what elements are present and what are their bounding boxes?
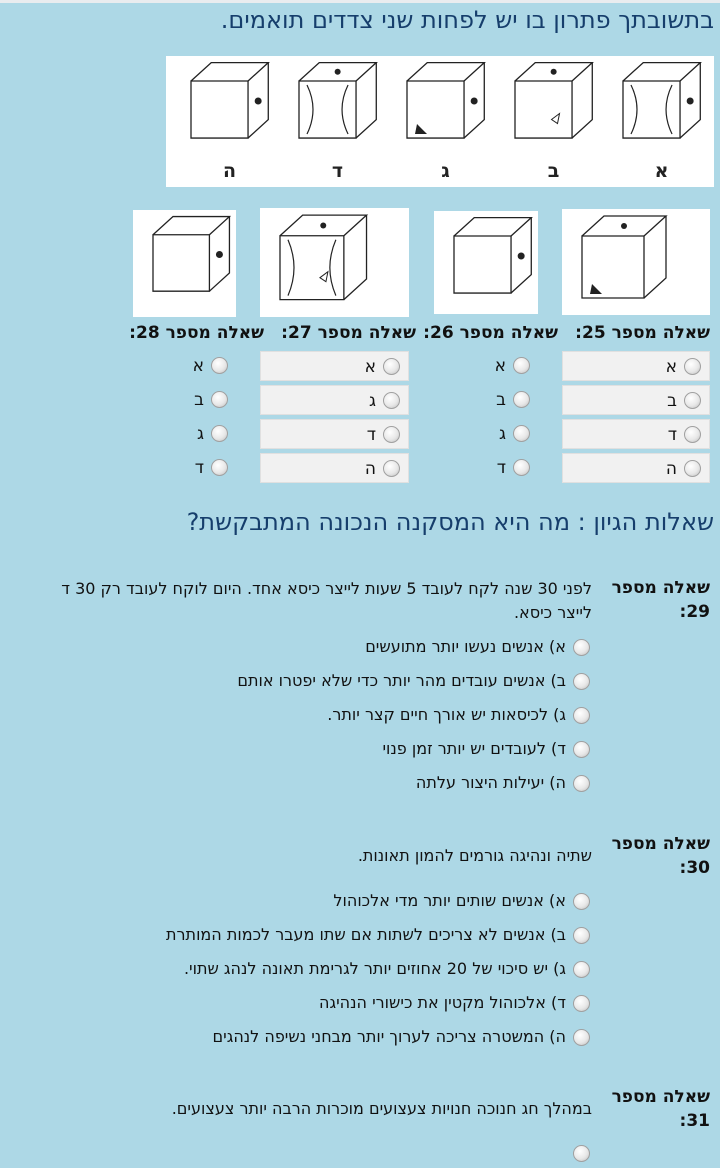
question-31-text <box>172 1097 592 1121</box>
radio-button[interactable] <box>573 775 590 792</box>
answer-option-label: ג <box>441 160 450 182</box>
question-31-number-label: שאלה מספר <box>611 1087 710 1107</box>
radio-button[interactable] <box>211 357 228 374</box>
option-label: ד <box>194 458 204 478</box>
answer-option-1 <box>609 56 714 187</box>
question-30-option-5[interactable] <box>0 1024 590 1052</box>
radio-button[interactable] <box>573 927 590 944</box>
answer-option-4 <box>285 56 390 187</box>
radio-button[interactable] <box>513 459 530 476</box>
radio-button[interactable] <box>513 391 530 408</box>
question-30-number <box>612 832 710 880</box>
answer-options-image <box>166 56 714 187</box>
question-29-option-2[interactable] <box>0 668 590 696</box>
option-label: ג) יש סיכוי של 20 אחוזים יותר לגרימת תאונה לנהג שתוי. <box>183 959 566 978</box>
option-label: ד) אלכוהול מקטין את כישורי הנהיגה <box>319 993 566 1012</box>
question-25-option[interactable] <box>562 453 710 483</box>
question-28-cube <box>133 210 236 317</box>
radio-button[interactable] <box>573 1145 590 1162</box>
option-label: א <box>665 357 677 377</box>
option-label: ב <box>194 390 204 410</box>
radio-button[interactable] <box>211 391 228 408</box>
question-29-option-4[interactable] <box>0 736 590 764</box>
option-label: ב <box>667 391 677 411</box>
question-29-number <box>612 576 710 624</box>
question-29-number-label: שאלה מספר <box>611 578 710 598</box>
radio-button[interactable] <box>513 357 530 374</box>
radio-button[interactable] <box>684 460 701 477</box>
question-28-option[interactable] <box>133 419 236 449</box>
radio-button[interactable] <box>684 358 701 375</box>
option-label: ג) לכיסאות יש אורך חיים קצר יותר. <box>327 705 566 724</box>
question-30-option-3[interactable] <box>0 956 590 984</box>
top-edge <box>0 0 720 3</box>
radio-button[interactable] <box>211 459 228 476</box>
answer-option-label: ד <box>331 160 344 182</box>
question-31-number <box>612 1085 710 1133</box>
option-label: א <box>364 357 376 377</box>
option-label: ה) יעילות היצור עלתה <box>415 773 566 792</box>
question-26-option[interactable] <box>434 419 538 449</box>
radio-button[interactable] <box>573 961 590 978</box>
radio-button[interactable] <box>383 460 400 477</box>
radio-button[interactable] <box>211 425 228 442</box>
option-label: א) אנשים נעשו יותר מתועשים <box>365 637 566 656</box>
logic-section-title: שאלות הגיון : מה היא המסקנה הנכונה המתבקשת? <box>186 508 714 536</box>
question-25-header: שאלה מספר 25: <box>575 323 710 343</box>
question-29-text-line2: לייצר כיסא. <box>513 603 592 622</box>
question-28-option[interactable] <box>133 351 236 381</box>
radio-button[interactable] <box>513 425 530 442</box>
radio-button[interactable] <box>573 995 590 1012</box>
option-label: ב <box>496 390 506 410</box>
question-29-text <box>61 577 592 625</box>
question-30-text-line1: שתיה ונהיגה גורמים להמון תאונות. <box>357 846 592 865</box>
radio-button[interactable] <box>383 426 400 443</box>
option-label: א <box>494 356 506 376</box>
option-label: ד <box>496 458 506 478</box>
question-29-number-value: 29: <box>679 602 710 622</box>
question-30-number-label: שאלה מספר <box>611 834 710 854</box>
question-31-text-line1: במהלך חג חנוכה חנויות צעצועים מוכרות הרבה יותר צעצועים. <box>171 1099 592 1118</box>
question-28-option[interactable] <box>133 453 236 483</box>
option-label: ד) לעובדים יש יותר זמן פנוי <box>382 739 566 758</box>
radio-button[interactable] <box>573 1029 590 1046</box>
answer-option-2 <box>501 56 606 187</box>
radio-button[interactable] <box>684 426 701 443</box>
question-25-cube <box>562 209 710 315</box>
question-25-option[interactable] <box>562 385 710 415</box>
question-28-option[interactable] <box>133 385 236 415</box>
instruction-text: בתשובתך פתרון בו יש לפחות שני צדדים תואמים. <box>220 6 714 34</box>
option-label: ב) אנשים עובדים מהר יותר כדי שלא יפטרו אותם <box>237 671 566 690</box>
radio-button[interactable] <box>573 639 590 656</box>
option-label: ה <box>665 459 677 479</box>
question-27-header: שאלה מספר 27: <box>281 323 416 343</box>
radio-button[interactable] <box>573 893 590 910</box>
answer-option-3 <box>393 56 498 187</box>
option-label: ה <box>364 459 376 479</box>
question-27-cube <box>260 208 409 317</box>
question-28-header: שאלה מספר 28: <box>129 323 264 343</box>
question-29-text-line1: לפני 30 שנה לקח לעובד 5 שעות לייצר כיסא אחד. היום לוקח לעובד רק 30 ד <box>61 579 592 598</box>
question-30-option-1[interactable] <box>0 888 590 916</box>
option-label: ג <box>196 424 204 444</box>
question-25-option[interactable] <box>562 351 710 381</box>
question-25-option[interactable] <box>562 419 710 449</box>
question-26-cube <box>434 211 538 314</box>
radio-button[interactable] <box>383 392 400 409</box>
question-26-header: שאלה מספר 26: <box>423 323 558 343</box>
radio-button[interactable] <box>573 707 590 724</box>
option-label: ב) אנשים לא צריכים לשתות אם שתו מעבר לכמות המותרת <box>166 925 566 944</box>
question-30-option-4[interactable] <box>0 990 590 1018</box>
question-27-option[interactable] <box>260 385 409 415</box>
radio-button[interactable] <box>573 673 590 690</box>
question-27-option[interactable] <box>260 351 409 381</box>
question-30-number-value: 30: <box>679 858 710 878</box>
option-label: ה) המשטרה צריכה לערוך יותר מבחני נשיפה לנהגים <box>212 1027 566 1046</box>
option-label: ג <box>498 424 506 444</box>
question-30-option-2[interactable] <box>0 922 590 950</box>
question-27-option[interactable] <box>260 453 409 483</box>
question-27-option[interactable] <box>260 419 409 449</box>
radio-button[interactable] <box>383 358 400 375</box>
option-label: ד <box>667 425 677 445</box>
option-label: א <box>192 356 204 376</box>
question-31-option-partial[interactable] <box>570 1140 590 1168</box>
radio-button[interactable] <box>573 741 590 758</box>
question-29-option-1[interactable] <box>0 634 590 662</box>
answer-option-label: ה <box>222 160 237 182</box>
answer-option-5 <box>177 56 282 187</box>
answer-option-label: ב <box>547 160 560 182</box>
question-29-option-5[interactable] <box>0 770 590 798</box>
question-30-text <box>358 844 592 868</box>
answer-option-label: א <box>654 160 669 182</box>
radio-button[interactable] <box>684 392 701 409</box>
option-label: א) אנשים שותים יותר מדי אלכוהול <box>333 891 566 910</box>
option-label: ד <box>366 425 376 445</box>
question-26-option[interactable] <box>434 453 538 483</box>
question-31-number-value: 31: <box>679 1111 710 1131</box>
question-26-option[interactable] <box>434 351 538 381</box>
option-label: ג <box>368 391 376 411</box>
question-29-option-3[interactable] <box>0 702 590 730</box>
question-26-option[interactable] <box>434 385 538 415</box>
